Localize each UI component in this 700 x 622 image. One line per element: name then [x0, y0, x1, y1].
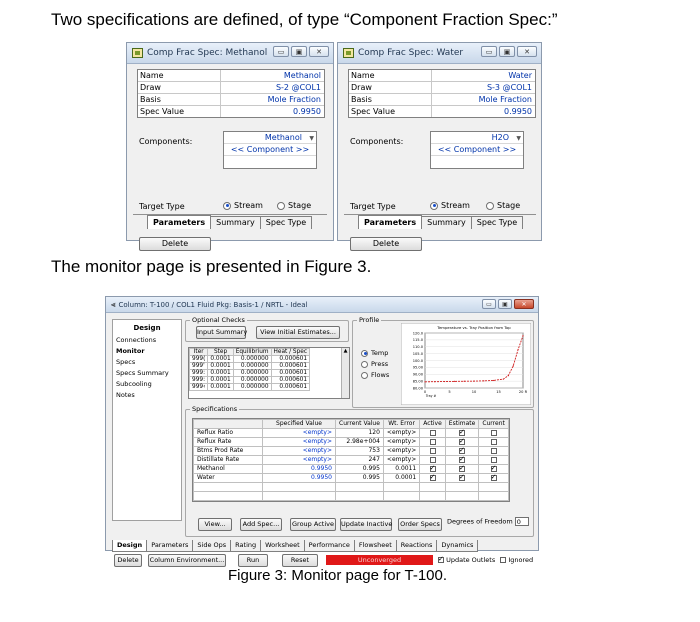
tab-flowsheet[interactable]: Flowsheet	[354, 540, 397, 552]
radio-selected-icon[interactable]	[361, 350, 368, 357]
cell: 0.000601	[271, 384, 310, 391]
window-title: Column: T-100 / COL1 Fluid Pkg: Basis-1 / NRTL - Ideal	[118, 300, 308, 309]
radio-label: Stream	[441, 201, 470, 210]
nav-item-subcooling[interactable]: Subcooling	[116, 380, 152, 388]
temperature-point	[508, 375, 509, 376]
delete-button[interactable]: Delete	[114, 554, 142, 567]
current-checkbox[interactable]	[491, 439, 497, 445]
estimate-checkbox[interactable]	[459, 457, 465, 463]
column-icon: ⫷	[111, 299, 116, 309]
tab-rating[interactable]: Rating	[230, 540, 261, 552]
y-tick-label: 95.00	[412, 365, 423, 370]
dialog-title: Comp Frac Spec: Water	[358, 48, 464, 58]
cell: 0.0001	[208, 363, 233, 370]
active-checkbox[interactable]	[430, 457, 436, 463]
titlebar[interactable]	[127, 43, 333, 64]
stream-radio[interactable]	[430, 201, 470, 210]
tab-summary[interactable]: Summary	[421, 216, 472, 229]
active-checkbox[interactable]	[430, 475, 436, 481]
temperature-point	[493, 380, 494, 381]
cell: 999:	[190, 377, 208, 384]
radio-label: Stage	[497, 201, 521, 210]
input-summary-button[interactable]: Input Summary	[196, 326, 246, 339]
checkbox-label: Ignored	[508, 556, 534, 564]
grid-label: Name	[349, 70, 432, 81]
temperature-point	[464, 381, 465, 382]
maximize-icon[interactable]: ▣	[499, 46, 515, 57]
basis-field[interactable]: Mole Fraction	[267, 95, 321, 104]
tab-parameters[interactable]: Parameters	[358, 215, 422, 229]
tab-spec-type[interactable]: Spec Type	[471, 216, 523, 229]
radio-label: Temp	[371, 349, 389, 357]
app-icon	[132, 48, 143, 58]
iteration-table	[188, 347, 350, 399]
current-checkbox[interactable]	[491, 475, 497, 481]
y-tick-label: 100.0	[412, 358, 423, 363]
x-tick-label: 0	[423, 390, 427, 394]
comp-frac-spec-water-dialog	[337, 42, 542, 248]
cell: 0.000000	[233, 370, 271, 377]
name-field[interactable]: Water	[508, 71, 532, 80]
nav-header: Design	[133, 324, 161, 332]
update-inactive-button[interactable]: Update Inactive	[340, 518, 392, 531]
temperature-point	[473, 381, 474, 382]
cell: 0.000601	[271, 356, 310, 363]
estimate-checkbox[interactable]	[459, 475, 465, 481]
checkbox-label: Update Outlets	[446, 556, 496, 564]
tab-dynamics[interactable]: Dynamics	[436, 540, 478, 552]
optional-checks-group	[185, 316, 349, 342]
titlebar[interactable]	[338, 43, 541, 64]
run-button[interactable]: Run	[238, 554, 268, 567]
maximize-icon[interactable]: ▣	[498, 299, 512, 309]
spec-name: Distillate Rate	[194, 456, 263, 465]
degrees-value: 0	[515, 517, 529, 526]
x-axis-label: Tray #	[425, 394, 437, 398]
cell: 0.000000	[233, 356, 271, 363]
stream-radio[interactable]	[223, 201, 263, 210]
design-nav	[112, 319, 182, 521]
stage-radio[interactable]	[277, 201, 311, 210]
radio-unselected-icon[interactable]	[361, 372, 368, 379]
nav-item-specs[interactable]: Specs	[116, 358, 136, 366]
spec-row[interactable]	[194, 474, 509, 483]
current-value: 247	[336, 456, 384, 465]
close-icon[interactable]: ✕	[309, 46, 329, 57]
tab-parameters[interactable]: Parameters	[146, 540, 193, 552]
degrees-of-freedom	[447, 517, 529, 526]
profile-flows-radio[interactable]	[361, 371, 389, 379]
column-header: Wt. Error	[383, 420, 419, 429]
update-outlets-checkbox[interactable]	[438, 556, 533, 564]
column-header: Heat / Spec	[271, 349, 310, 356]
active-checkbox[interactable]	[430, 430, 436, 436]
current-checkbox[interactable]	[491, 466, 497, 472]
current-value: 0.995	[336, 474, 384, 483]
cell: 0.000601	[271, 363, 310, 370]
column-header: Iter	[190, 349, 208, 356]
current-value: 2.98e+004	[336, 438, 384, 447]
column-header: Active	[420, 420, 446, 429]
current-checkbox[interactable]	[491, 457, 497, 463]
estimate-checkbox[interactable]	[459, 448, 465, 454]
wt-error: <empty>	[383, 429, 419, 438]
temperature-point	[518, 349, 519, 350]
tab-side-ops[interactable]: Side Ops	[192, 540, 231, 552]
x-tick-label: 10	[471, 390, 477, 394]
dropdown-arrow-icon[interactable]: ▼	[309, 135, 314, 142]
group-title: Profile	[359, 316, 380, 324]
y-tick-label: 110.0	[412, 345, 423, 350]
minimize-icon[interactable]: ▭	[482, 299, 496, 309]
cell: 0.0001	[208, 370, 233, 377]
intro-text: Two specifications are defined, of type “Component Fraction Spec:”	[51, 10, 558, 29]
specified-value[interactable]: 0.9950	[263, 465, 336, 474]
profile-press-radio[interactable]	[361, 360, 388, 368]
tab-spec-type[interactable]: Spec Type	[260, 216, 312, 229]
grid-label: Spec Value	[138, 106, 221, 117]
reset-button[interactable]: Reset	[282, 554, 318, 567]
nav-item-specs-summary[interactable]: Specs Summary	[116, 369, 169, 377]
column-header: Equilibrium	[233, 349, 271, 356]
wt-error: 0.0011	[383, 465, 419, 474]
current-value: 753	[336, 447, 384, 456]
tab-worksheet[interactable]: Worksheet	[260, 540, 305, 552]
component-item[interactable]: Methanol	[264, 133, 302, 142]
column-header: Current Value	[336, 420, 384, 429]
monitor-intro-text: The monitor page is presented in Figure 3.	[51, 257, 372, 276]
current-checkbox[interactable]	[491, 448, 497, 454]
nav-item-connections[interactable]: Connections	[116, 336, 157, 344]
components-list[interactable]	[223, 131, 317, 169]
component-placeholder[interactable]: << Component >>	[224, 144, 316, 156]
app-icon	[343, 48, 354, 58]
spec-value-field[interactable]: 0.9950	[504, 107, 532, 116]
minimize-icon[interactable]: ▭	[273, 46, 289, 57]
y-tick-label: 120.0	[412, 331, 423, 336]
column-header	[194, 420, 263, 429]
column-environment-button[interactable]: Column Environment...	[148, 554, 226, 567]
specified-value[interactable]: <empty>	[263, 456, 336, 465]
grid-label: Name	[138, 70, 221, 81]
name-field[interactable]: Methanol	[283, 71, 321, 80]
chart-title: Temperature vs. Tray Position from Top	[437, 325, 511, 330]
spec-name: Methanol	[194, 465, 263, 474]
specified-value[interactable]: 0.9950	[263, 474, 336, 483]
table-row	[190, 356, 310, 363]
grid-label: Draw	[138, 82, 221, 93]
estimate-checkbox[interactable]	[459, 439, 465, 445]
view-spec-button[interactable]: View...	[198, 518, 232, 531]
radio-label: Stream	[234, 201, 263, 210]
checkbox-unchecked-icon[interactable]	[500, 557, 506, 563]
grid-label: Spec Value	[349, 106, 432, 117]
column-header: Estimate	[445, 420, 479, 429]
temperature-point	[513, 365, 514, 366]
tab-performance[interactable]: Performance	[304, 540, 355, 552]
spec-name: Water	[194, 474, 263, 483]
current-value: 0.995	[336, 465, 384, 474]
column-window	[105, 296, 539, 564]
radio-selected-icon[interactable]	[430, 202, 438, 210]
cell: 0.000601	[271, 370, 310, 377]
column-header: Step	[208, 349, 233, 356]
temperature-point	[434, 381, 435, 382]
view-initial-estimates-button[interactable]: View Initial Estimates...	[256, 326, 340, 339]
temperature-point	[444, 381, 445, 382]
column-header: Specified Value	[263, 420, 336, 429]
components-list[interactable]	[430, 131, 524, 169]
dialog-title: Comp Frac Spec: Methanol	[147, 48, 268, 58]
spec-name: Btms Prod Rate	[194, 447, 263, 456]
table-row	[190, 363, 310, 370]
specified-value[interactable]: <empty>	[263, 429, 336, 438]
current-checkbox[interactable]	[491, 430, 497, 436]
empty-row	[194, 483, 509, 492]
wt-error: <empty>	[383, 447, 419, 456]
grid-label: Draw	[349, 82, 432, 93]
grid-label: Basis	[349, 94, 432, 105]
radio-selected-icon[interactable]	[223, 202, 231, 210]
active-checkbox[interactable]	[430, 448, 436, 454]
specifications-table	[192, 418, 510, 502]
component-placeholder[interactable]: << Component >>	[431, 144, 523, 156]
checkbox-checked-icon[interactable]	[438, 557, 444, 563]
y-tick-label: 80.00	[412, 386, 423, 391]
spec-name: Reflux Rate	[194, 438, 263, 447]
tab-reactions[interactable]: Reactions	[396, 540, 438, 552]
components-label: Components:	[350, 137, 404, 146]
estimate-checkbox[interactable]	[459, 466, 465, 472]
component-item[interactable]: H2O	[491, 133, 509, 142]
minimize-icon[interactable]: ▭	[481, 46, 497, 57]
radio-label: Stage	[288, 201, 312, 210]
target-type-label: Target Type	[139, 202, 185, 211]
table-row	[190, 384, 310, 391]
cell: 999(	[190, 356, 208, 363]
delete-button[interactable]: Delete	[139, 237, 211, 251]
empty-row	[194, 492, 509, 501]
table-row	[190, 370, 310, 377]
wt-error: <empty>	[383, 456, 419, 465]
nav-item-monitor[interactable]: Monitor	[116, 347, 145, 355]
cell: 0.000000	[233, 377, 271, 384]
tab-parameters[interactable]: Parameters	[147, 215, 211, 229]
radio-unselected-icon[interactable]	[361, 361, 368, 368]
wt-error: <empty>	[383, 438, 419, 447]
temperature-point	[503, 378, 504, 379]
close-icon[interactable]: ✕	[514, 299, 534, 309]
cell: 0.000000	[233, 384, 271, 391]
group-title: Optional Checks	[192, 316, 245, 324]
cell: 0.000000	[233, 363, 271, 370]
temperature-point	[454, 381, 455, 382]
table-row	[190, 377, 310, 384]
estimate-checkbox[interactable]	[459, 430, 465, 436]
add-spec-button[interactable]: Add Spec...	[240, 518, 282, 531]
figure-caption: Figure 3: Monitor page for T-100.	[228, 567, 448, 584]
dropdown-arrow-icon[interactable]: ▼	[516, 135, 521, 142]
draw-field[interactable]: S-3 @COL1	[486, 83, 532, 92]
cell: 0.0001	[208, 384, 233, 391]
components-label: Components:	[139, 137, 193, 146]
status-bar: Unconverged	[326, 555, 433, 565]
specified-value[interactable]: <empty>	[263, 447, 336, 456]
parameters-grid	[137, 69, 325, 118]
maximize-icon[interactable]: ▣	[291, 46, 307, 57]
cell: 999'	[190, 363, 208, 370]
close-icon[interactable]: ✕	[517, 46, 537, 57]
radio-label: Flows	[371, 371, 390, 379]
stage-radio[interactable]	[486, 201, 520, 210]
draw-field[interactable]: S-2 @COL1	[275, 83, 321, 92]
cell: 999:	[190, 370, 208, 377]
cell: 0.000601	[271, 377, 310, 384]
wt-error: 0.0001	[383, 474, 419, 483]
nav-item-notes[interactable]: Notes	[116, 391, 135, 399]
cell: 0.0001	[208, 356, 233, 363]
group-active-button[interactable]: Group Active	[290, 518, 336, 531]
design-tabs	[112, 540, 477, 552]
tab-design[interactable]: Design	[112, 540, 147, 552]
y-tick-label: 105.0	[412, 351, 423, 356]
y-tick-label: 115.0	[412, 338, 423, 343]
active-checkbox[interactable]	[430, 439, 436, 445]
tab-summary[interactable]: Summary	[210, 216, 261, 229]
radio-unselected-icon[interactable]	[486, 202, 494, 210]
active-checkbox[interactable]	[430, 466, 436, 472]
target-type-label: Target Type	[350, 202, 396, 211]
column-header: Current	[479, 420, 509, 429]
temperature-point	[424, 381, 425, 382]
profile-group	[352, 316, 534, 408]
profile-temp-radio[interactable]	[361, 349, 388, 357]
temperature-point	[522, 335, 523, 336]
spec-value-field[interactable]: 0.9950	[293, 107, 321, 116]
scrollbar[interactable]: ▲	[341, 348, 349, 398]
radio-unselected-icon[interactable]	[277, 202, 285, 210]
specified-value[interactable]: <empty>	[263, 438, 336, 447]
x-tick-label: 15	[496, 390, 501, 394]
temperature-point	[483, 380, 484, 381]
comp-frac-spec-methanol-dialog	[126, 42, 334, 248]
titlebar[interactable]	[106, 297, 538, 313]
temperature-profile-chart	[401, 323, 531, 405]
parameters-grid	[348, 69, 536, 118]
cell: 0.0001	[208, 377, 233, 384]
y-tick-label: 90.00	[412, 372, 423, 377]
radio-label: Press	[371, 360, 389, 368]
x-tick-label: 5	[448, 390, 451, 394]
basis-field[interactable]: Mole Fraction	[478, 95, 532, 104]
y-tick-label: 85.00	[412, 379, 423, 384]
specifications-group	[185, 405, 534, 537]
current-value: 120	[336, 429, 384, 438]
x-tick-label: 20 R	[518, 390, 528, 394]
order-specs-button[interactable]: Order Specs	[398, 518, 442, 531]
delete-button[interactable]: Delete	[350, 237, 422, 251]
grid-label: Basis	[138, 94, 221, 105]
degrees-label: Degrees of Freedom	[447, 517, 513, 526]
cell: 999‹	[190, 384, 208, 391]
group-title: Specifications	[192, 405, 238, 413]
spec-name: Reflux Ratio	[194, 429, 263, 438]
